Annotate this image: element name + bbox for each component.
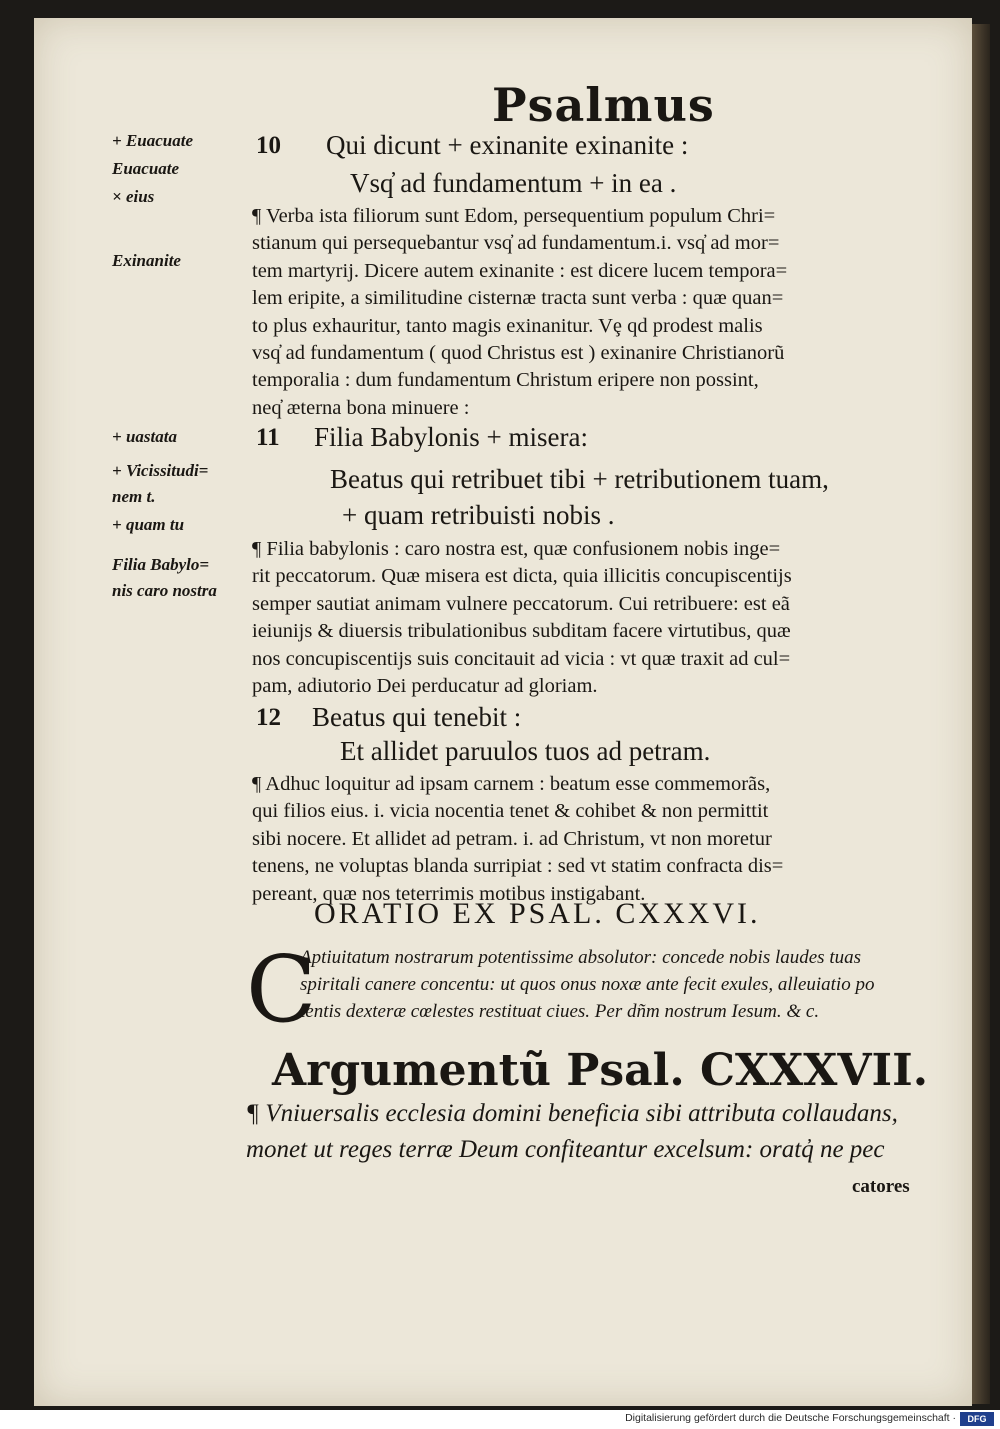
commentary-line: semper sautiat animam vulnere peccatorum. Cui retribuere: est eã xyxy=(252,592,790,615)
commentary-verse-12 xyxy=(252,771,942,908)
commentary-line: stianum qui persequebantur vsq̓ ad fundamentum.i. vsq̓ ad mor= xyxy=(252,232,780,255)
verse-number-12: 12 xyxy=(256,704,281,731)
oratio-line: tentis dexteræ cœlestes restituat ciues. Per dñm nostrum Iesum. & c. xyxy=(300,1001,820,1022)
margin-note-6: + Vicissitudi= xyxy=(112,461,209,480)
commentary-line: sibi nocere. Et allidet ad petram. i. ad Christum, vt non moretur xyxy=(252,827,772,850)
commentary-line: tem martyrij. Dicere autem exinanite : est dicere lucem tempora= xyxy=(252,259,788,282)
verse-number-11: 11 xyxy=(256,424,280,451)
argumentum-line: monet ut reges terræ Deum confiteantur excelsum: oratq̓ ne pec xyxy=(246,1136,885,1163)
commentary-line: vsq̓ ad fundamentum ( quod Christus est ) exinanire Christianorũ xyxy=(252,342,785,365)
argumentum-line: ¶ Vniuersalis ecclesia domini beneficia sibi attributa collaudans, xyxy=(246,1100,898,1127)
margin-note-9: Filia Babylo= xyxy=(112,555,210,574)
commentary-line: ¶ Filia babylonis : caro nostra est, quæ confusionem nobis inge= xyxy=(252,538,781,560)
dfg-logo-icon: DFG xyxy=(960,1412,994,1426)
commentary-line: pereant, quæ nos teterrimis motibus instigabant. xyxy=(252,882,646,905)
verse-12-line-1: Beatus qui tenebit : xyxy=(312,702,522,732)
margin-note-7: nem t. xyxy=(112,487,156,506)
commentary-line: temporalia : dum fundamentum Christum eripere non possint, xyxy=(252,369,759,392)
commentary-line: tenens, ne voluptas blanda surripiat : sed vt statim confracta dis= xyxy=(252,855,784,878)
margin-note-5: + uastata xyxy=(112,427,177,446)
margin-note-2: Euacuate xyxy=(112,159,180,178)
oratio-line: Aptiuitatum nostrarum potentissime absolutor: concede nobis laudes tuas xyxy=(300,947,862,968)
verse-11-line-3: + quam retribuisti nobis . xyxy=(342,500,615,530)
verse-12-line-2: Et allidet paruulos tuos ad petram. xyxy=(340,736,711,766)
commentary-line: rit peccatorum. Quæ misera est dicta, quia illicitis concupiscentijs xyxy=(252,565,792,588)
margin-note-4: Exinanite xyxy=(112,251,181,270)
verse-number-10: 10 xyxy=(256,132,281,159)
commentary-line: pam, adiutorio Dei perducatur ad gloriam. xyxy=(252,675,598,698)
commentary-line: to plus exhauritur, tanto magis exinanitur. Vȩ qd prodest malis xyxy=(252,314,763,337)
commentary-line: ¶ Verba ista filiorum sunt Edom, persequentium populum Chri= xyxy=(252,205,776,227)
margin-note-3: × eius xyxy=(112,187,155,206)
drop-capital: C xyxy=(246,936,317,1043)
verse-10-line-1: Qui dicunt + exinanite exinanite : xyxy=(326,130,689,160)
margin-note-1: + Euacuate xyxy=(112,131,193,150)
commentary-verse-10 xyxy=(252,203,942,422)
running-head: Psalmus xyxy=(492,78,715,132)
commentary-line: ¶ Adhuc loquitur ad ipsam carnem : beatum esse commemorãs, xyxy=(252,773,771,795)
commentary-line: lem eripite, a similitudine cisternæ tracta sunt verba : quæ quan= xyxy=(252,287,784,310)
oratio-line: spiritali canere concentu: ut quos onus noxæ ante fecit exules, alleuiatio po xyxy=(300,974,875,995)
oratio-title: ORATIO EX PSAL. CXXXVI. xyxy=(314,897,761,930)
verse-10-line-2: Vsq̓ ad fundamentum + in ea . xyxy=(350,168,677,198)
facing-page-edge xyxy=(972,24,990,1404)
commentary-line: qui filios eius. i. vicia nocentia tenet & cohibet & non permittit xyxy=(252,800,769,823)
argumentum-title: Argumentũ Psal. CXXXVII. xyxy=(272,1045,929,1096)
oratio-text xyxy=(300,944,874,1025)
margin-note-10: nis caro nostra xyxy=(112,581,217,600)
verse-11-line-2: Beatus qui retribuet tibi + retributionem tuam, xyxy=(330,464,829,494)
catchword: catores xyxy=(852,1176,910,1197)
funding-credit: Digitalisierung gefördert durch die Deutsche Forschungsgemeinschaft · xyxy=(625,1412,956,1424)
commentary-line: neq̓ æterna bona minuere : xyxy=(252,396,470,419)
verse-11-line-1: Filia Babylonis + misera: xyxy=(314,422,588,452)
argumentum-text xyxy=(246,1096,898,1168)
commentary-line: ieiunijs & diuersis tribulationibus subditam facere virtutibus, quæ xyxy=(252,620,791,643)
margin-note-8: + quam tu xyxy=(112,515,185,534)
commentary-line: nos concupiscentijs suis concitauit ad vicia : vt quæ traxit ad cul= xyxy=(252,647,791,670)
commentary-verse-11 xyxy=(252,536,942,700)
